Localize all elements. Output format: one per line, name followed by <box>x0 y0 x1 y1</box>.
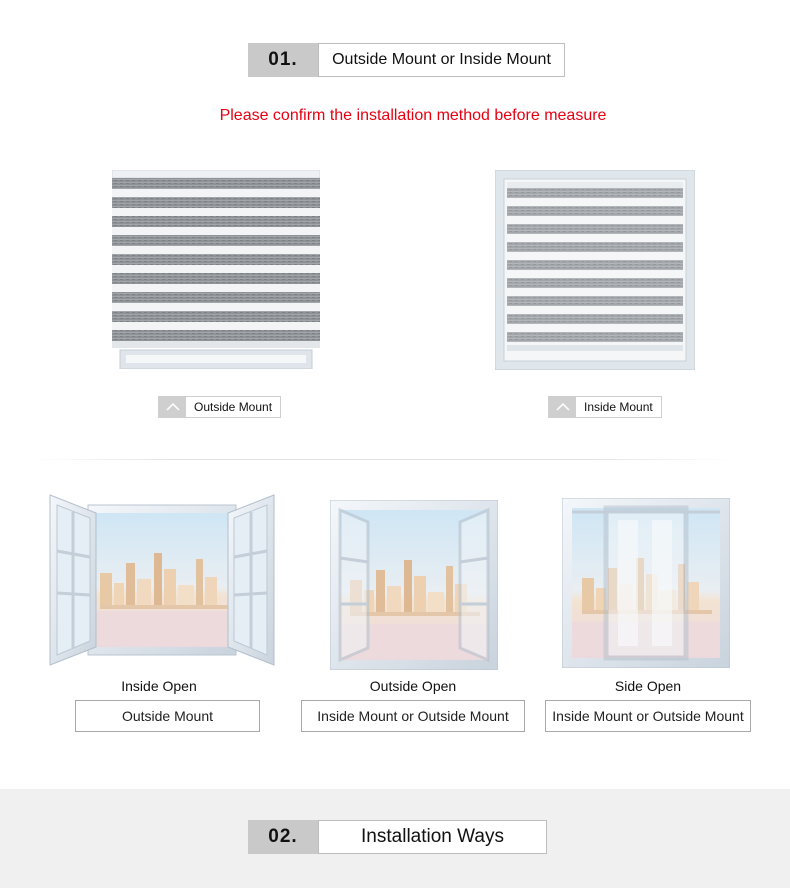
section-header-1 <box>248 43 565 77</box>
window-mount-box: Outside Mount <box>75 700 260 732</box>
section-header-2 <box>248 820 547 854</box>
section-number: 02. <box>248 820 318 854</box>
tag-label: Inside Mount <box>584 400 653 414</box>
section-divider <box>32 459 734 460</box>
install-notice: Please confirm the installation method before measure <box>219 107 607 124</box>
blind-stripes <box>507 188 683 342</box>
section-title: Installation Ways <box>318 820 547 854</box>
window-mount-box: Inside Mount or Outside Mount <box>545 700 751 732</box>
side-open-window-image <box>562 498 730 668</box>
tag-label: Outside Mount <box>194 400 273 414</box>
window-caption: Outside Open <box>369 678 457 694</box>
window-mount-box: Inside Mount or Outside Mount <box>301 700 525 732</box>
blind-stripes <box>112 178 320 348</box>
inside-mount-tag <box>548 396 662 418</box>
outside-mount-blind-image <box>112 170 320 369</box>
outside-open-window-image <box>330 500 498 670</box>
section-number: 01. <box>248 43 318 77</box>
window-caption: Side Open <box>614 678 682 694</box>
window-caption: Inside Open <box>121 678 197 694</box>
outside-mount-tag <box>158 396 281 418</box>
chevron-up-icon <box>159 397 186 417</box>
inside-open-window-image <box>48 493 276 669</box>
section-title: Outside Mount or Inside Mount <box>318 43 565 77</box>
inside-mount-blind-image <box>495 170 695 370</box>
chevron-up-icon <box>549 397 576 417</box>
